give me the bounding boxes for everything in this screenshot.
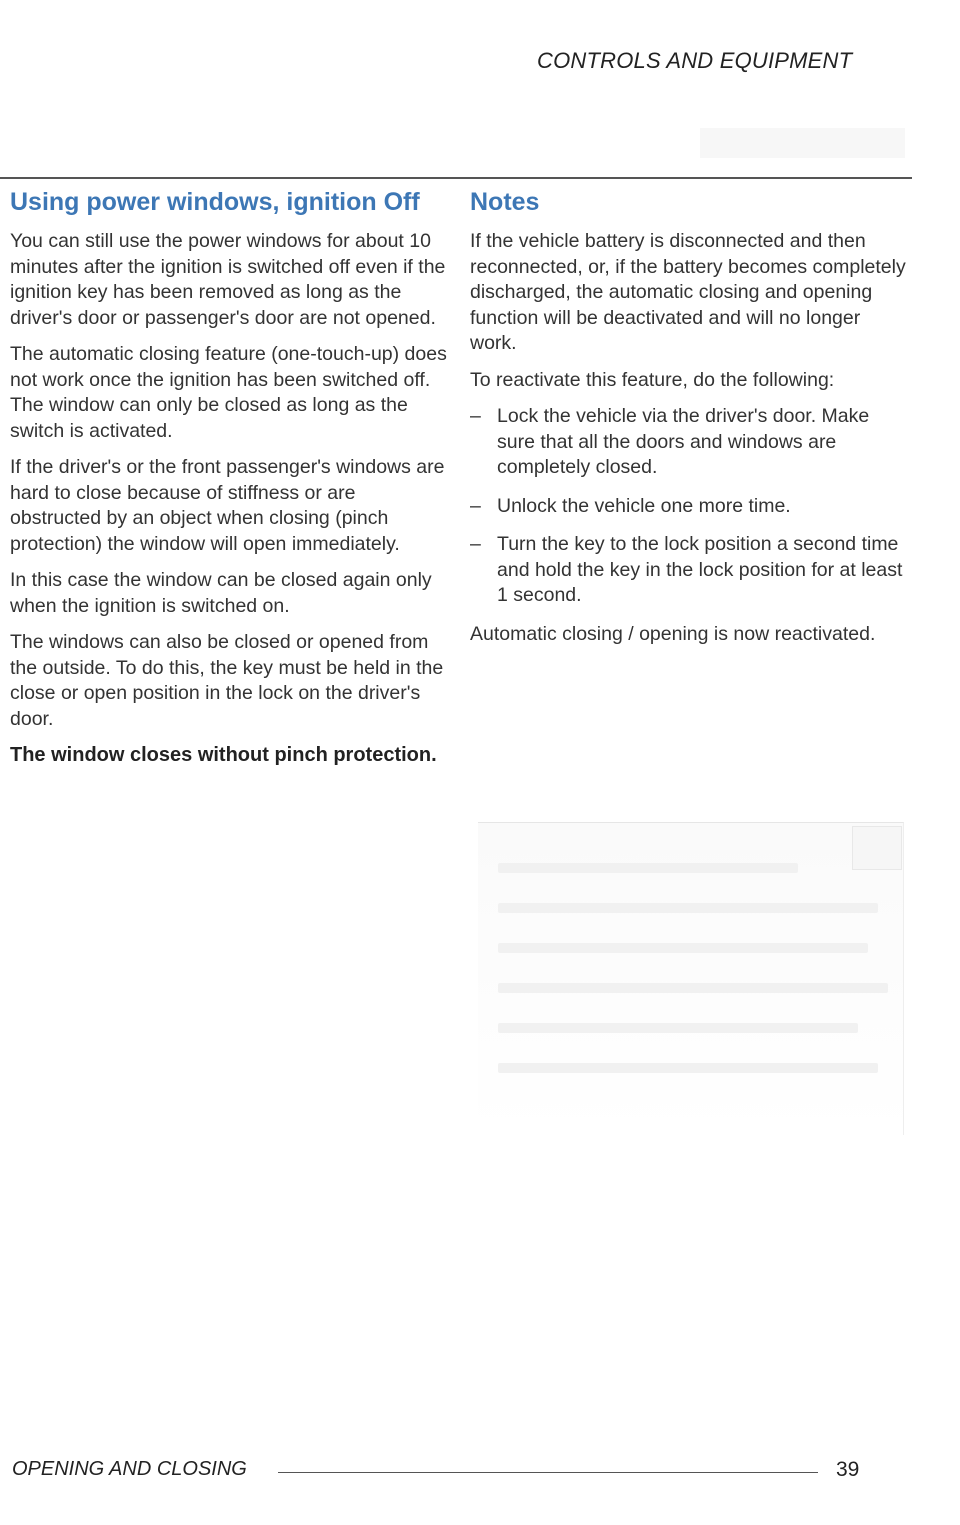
notes-intro: If the vehicle battery is disconnected and then reconnected, or, if the battery becomes completely discharged, the automatic closing and opening function will be deactivated and will no longer work.: [470, 230, 906, 354]
paragraph: In this case the window can be closed again only when the ignition is switched on.: [10, 569, 432, 617]
paragraph: The windows can also be closed or opened from the outside. To do this, the key must be held in the close or open position in the lock on the driver's door.: [10, 631, 444, 730]
bleed-through-warning-icon: [852, 826, 902, 870]
section-heading-notes: Notes: [470, 188, 540, 216]
bleed-through-line: [498, 1023, 858, 1033]
notes-conclusion: Automatic closing / opening is now reactivated.: [470, 622, 876, 645]
footer-rule: [278, 1472, 818, 1473]
step-item: – Unlock the vehicle one more time.: [470, 494, 908, 520]
step-item: – Turn the key to the lock position a second time and hold the key in the lock position for at least 1 second.: [470, 532, 908, 609]
notes-instruction: To reactivate this feature, do the following:: [470, 368, 835, 391]
step-item: – Lock the vehicle via the driver's door. Make sure that all the doors and windows are completely closed.: [470, 404, 908, 481]
section-heading-power-windows: Using power windows, ignition Off: [10, 188, 420, 216]
bleed-through-warning-box: [478, 822, 904, 1135]
reactivation-steps: [470, 404, 908, 609]
footer-section-title: OPENING AND CLOSING: [12, 1458, 247, 1480]
bleed-through-line: [498, 903, 878, 913]
pinch-protection-warning: The window closes without pinch protection.: [10, 744, 437, 766]
header-rule: [0, 177, 912, 179]
bleed-through-line: [498, 863, 798, 873]
page-header-title: CONTROLS AND EQUIPMENT: [537, 48, 853, 73]
paragraph: The automatic closing feature (one-touch-up) does not work once the ignition has been switched off. The window can only be closed as long as the switch is activated.: [10, 343, 447, 442]
bleed-through-line: [498, 983, 888, 993]
page-number: 39: [836, 1458, 860, 1481]
bleed-through-line: [498, 1063, 878, 1073]
bleed-through-line: [498, 943, 868, 953]
right-column: [470, 188, 908, 658]
paragraph: You can still use the power windows for about 10 minutes after the ignition is switched off even if the ignition key has been removed as long as the driver's door or passenger's door are not opened.: [10, 230, 446, 329]
left-column: [10, 188, 448, 780]
bleed-through-heading: [700, 128, 905, 158]
paragraph: If the driver's or the front passenger's windows are hard to close because of stiffness or are obstructed by an object when closing (pinch protection) the window will open immediately.: [10, 456, 445, 555]
